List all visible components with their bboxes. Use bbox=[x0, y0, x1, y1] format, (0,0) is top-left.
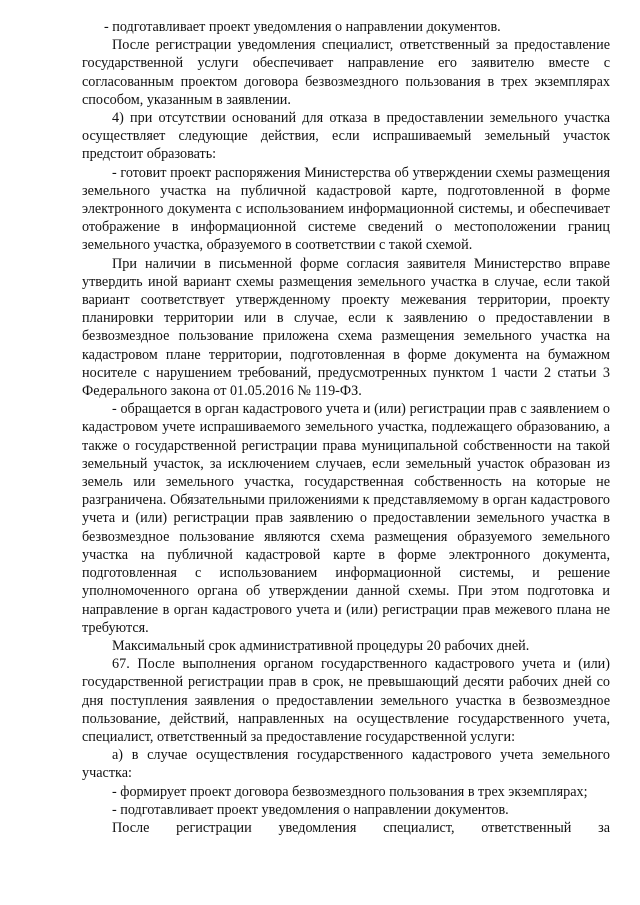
paragraph: - готовит проект распоряжения Министерства об утверждении схемы размещения земельного участка на публичной кадастровой карте, подготовленной в форме электронного документа с использованием информационной системы, и обеспечивает отображение в информационной системе сведений о местоположении границ земельного участка, образуемого в соответствии с такой схемой. bbox=[82, 164, 610, 254]
paragraph: - подготавливает проект уведомления о направлении документов. bbox=[104, 19, 501, 35]
paragraph: После регистрации уведомления специалист, ответственный за предоставление государственной услуги обеспечивает направление его заявителю вместе с согласованным проектом договора безвозмездного пользования в трех экземплярах способом, указанным в заявлении. bbox=[82, 37, 610, 108]
paragraph: При наличии в письменной форме согласия заявителя Министерство вправе утвердить иной вариант схемы размещения земельного участка в случае, если такой вариант соответствует утвержденному проекту межевания территории, проекту планировки территории или в случае, если к заявлению о предоставлении в безвозмездное пользование приложена схема размещения земельного участка на кадастровом плане территории, подготовленная в форме документа на бумажном носителе с нарушением требований, предусмотренных пунктом 1 части 2 статьи 3 Федерального закона от 01.05.2016 № 119-ФЗ. bbox=[82, 255, 610, 400]
paragraph: а) в случае осуществления государственного кадастрового учета земельного участка: bbox=[82, 747, 610, 782]
paragraph: Максимальный срок административной процедуры 20 рабочих дней. bbox=[112, 637, 530, 654]
paragraph: 4) при отсутствии оснований для отказа в предоставлении земельного участка осуществляет следующие действия, если испрашиваемый земельный участок предстоит образовать: bbox=[82, 110, 610, 163]
paragraph: 67. После выполнения органом государственного кадастрового учета и (или) государственной регистрации прав в срок, не превышающий десяти рабочих дней со дня поступления заявления о предоставлении земельного участка в безвозмездное пользование, действий, направленных на осуществление государственного учета, специалист, ответственный за предоставление государственной услуги: bbox=[82, 656, 610, 745]
paragraph: После регистрации уведомления специалист, ответственный за bbox=[112, 819, 610, 836]
document-body bbox=[82, 18, 610, 837]
paragraph: - подготавливает проект уведомления о направлении документов. bbox=[112, 801, 509, 818]
paragraph: - обращается в орган кадастрового учета и (или) регистрации прав с заявлением о кадастровом учете испрашиваемого земельного участка, подлежащего образованию, а также о государственной регистрации права муниципальной собственности на такой земельный участок, за исключением случаев, если земельный участок образован из земель или земельного участка, государственная собственность на которые не разграничена. Обязательными приложениями к представляемому в орган кадастрового учета и (или) регистрации прав заявлению о предоставлении земельного участка в безвозмездное пользование являются схема размещения образуемого земельного участка на публичной кадастровой карте в форме электронного документа, подготовленная с использованием информационной системы, и решение уполномоченного органа об утверждении данной схемы. При этом подготовка и направление в орган кадастрового учета и (или) регистрации прав межевого плана не требуются. bbox=[82, 401, 610, 636]
paragraph: - формирует проект договора безвозмездного пользования в трех экземплярах; bbox=[112, 783, 588, 800]
